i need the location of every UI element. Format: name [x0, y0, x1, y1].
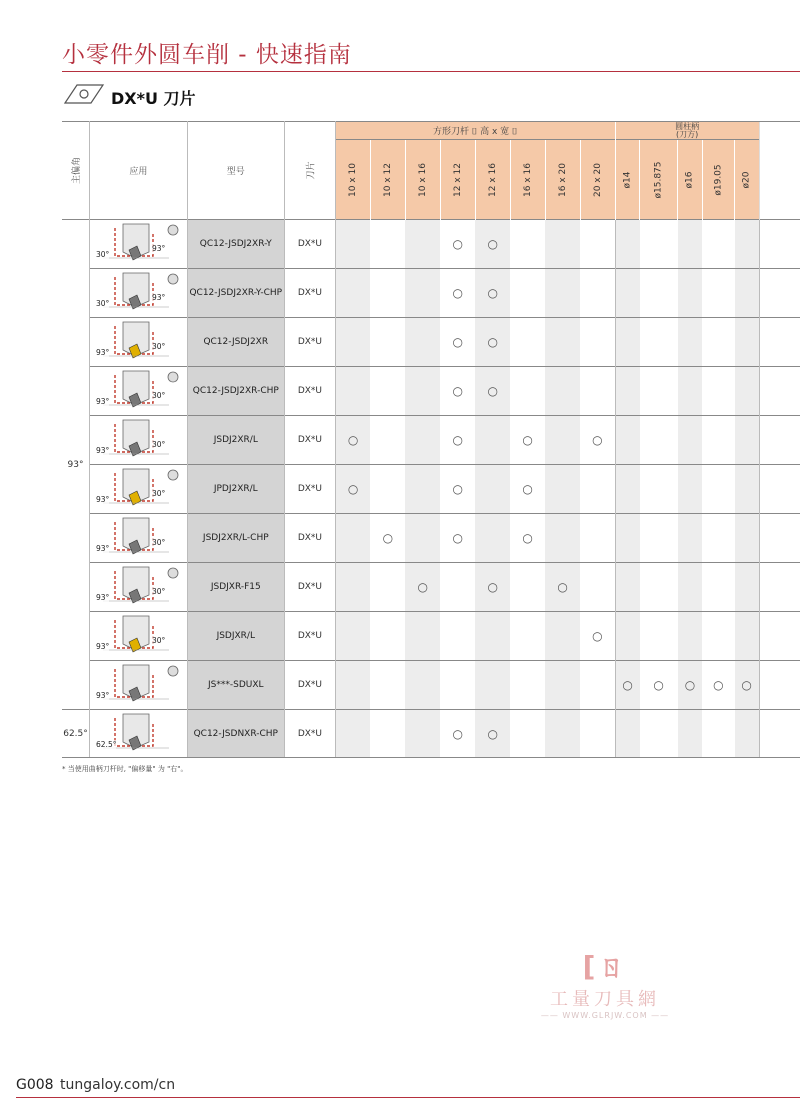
size-availability-cell — [370, 563, 405, 612]
size-availability-cell — [615, 269, 640, 318]
size-availability-cell — [615, 367, 640, 416]
size-availability-cell — [678, 661, 703, 710]
size-availability-cell — [475, 563, 510, 612]
size-availability-cell — [615, 710, 640, 759]
size-availability-cell — [615, 661, 640, 710]
availability-mark: ○ — [522, 482, 533, 496]
table-bottom-rule — [62, 757, 800, 758]
size-availability-cell — [640, 416, 678, 465]
header-size: 20 x 20 — [580, 140, 615, 220]
model-cell: QC12-JSDJ2XR-CHP — [187, 367, 284, 416]
size-availability-cell — [475, 318, 510, 367]
size-availability-cell — [678, 416, 703, 465]
insert-cell: DX*U — [284, 612, 335, 661]
header-blank — [759, 122, 800, 220]
table-row — [62, 318, 800, 367]
size-availability-cell — [735, 367, 760, 416]
size-availability-cell — [615, 563, 640, 612]
size-availability-cell — [475, 710, 510, 759]
model-cell: JSDJXR/L — [187, 612, 284, 661]
watermark — [530, 945, 680, 1020]
table-row — [62, 465, 800, 514]
size-availability-cell — [440, 367, 475, 416]
blank-cell — [759, 514, 800, 563]
main-angle-cell: 93° — [62, 220, 90, 710]
size-availability-cell — [405, 661, 440, 710]
availability-mark: ○ — [487, 335, 498, 349]
size-availability-cell — [580, 416, 615, 465]
size-availability-cell — [545, 465, 580, 514]
header-application: 应用 — [90, 122, 188, 220]
header-size: 10 x 12 — [370, 140, 405, 220]
size-availability-cell — [702, 269, 734, 318]
size-availability-cell — [580, 710, 615, 759]
application-diagram — [90, 418, 187, 462]
application-angle-label: 93° — [96, 397, 110, 406]
size-availability-cell — [510, 269, 545, 318]
size-availability-cell — [545, 367, 580, 416]
size-availability-cell — [615, 612, 640, 661]
blank-cell — [759, 367, 800, 416]
size-availability-cell — [580, 220, 615, 269]
size-availability-cell — [545, 661, 580, 710]
application-diagram — [90, 369, 187, 413]
blank-cell — [759, 710, 800, 759]
size-availability-cell — [440, 318, 475, 367]
size-availability-cell — [370, 465, 405, 514]
blank-cell — [759, 220, 800, 269]
size-availability-cell — [545, 416, 580, 465]
table-row — [62, 661, 800, 710]
spec-table — [62, 121, 800, 758]
size-availability-cell — [580, 465, 615, 514]
availability-mark: ○ — [452, 286, 463, 300]
availability-mark: ○ — [592, 629, 603, 643]
model-cell: QC12-JSDJ2XR-Y — [187, 220, 284, 269]
table-row — [62, 220, 800, 269]
size-availability-cell — [405, 465, 440, 514]
insert-cell: DX*U — [284, 269, 335, 318]
size-availability-cell — [580, 514, 615, 563]
availability-mark: ○ — [522, 531, 533, 545]
blank-cell — [759, 612, 800, 661]
application-cell — [90, 367, 188, 416]
title-rule — [62, 71, 800, 72]
application-angle-label: 30° — [152, 342, 166, 351]
size-availability-cell — [702, 367, 734, 416]
size-availability-cell — [335, 514, 370, 563]
table-row — [62, 563, 800, 612]
size-availability-cell — [335, 465, 370, 514]
application-angle-label: 93° — [96, 544, 110, 553]
size-availability-cell — [335, 563, 370, 612]
application-diagram — [90, 614, 187, 658]
availability-mark: ○ — [417, 580, 429, 594]
application-diagram — [90, 663, 187, 707]
size-availability-cell — [475, 416, 510, 465]
table-row — [62, 367, 800, 416]
section-label: DX*U 刀片 — [111, 89, 196, 108]
availability-mark: ○ — [452, 433, 463, 447]
application-angle-label: 30° — [152, 391, 166, 400]
size-availability-cell — [640, 367, 678, 416]
application-diagram — [90, 222, 187, 266]
blank-cell — [759, 661, 800, 710]
availability-mark: ○ — [452, 727, 463, 741]
size-availability-cell — [440, 465, 475, 514]
size-availability-cell — [475, 612, 510, 661]
availability-mark: ○ — [592, 433, 603, 447]
size-availability-cell — [735, 514, 760, 563]
header-square-shank: 方形刀杆 ⌷ 高 x 宽 ⌷ — [335, 122, 615, 140]
size-availability-cell — [510, 710, 545, 759]
size-availability-cell — [735, 563, 760, 612]
insert-cell: DX*U — [284, 220, 335, 269]
header-size: 10 x 16 — [405, 140, 440, 220]
size-availability-cell — [405, 220, 440, 269]
size-availability-cell — [615, 465, 640, 514]
size-availability-cell — [735, 710, 760, 759]
footnote: * 当使用曲柄刀杆时, "偏移量" 为 "右"。 — [62, 765, 188, 773]
model-cell: QC12-JSDJ2XR-Y-CHP — [187, 269, 284, 318]
size-availability-cell — [640, 514, 678, 563]
availability-mark: ○ — [452, 482, 463, 496]
size-availability-cell — [370, 612, 405, 661]
header-main-angle: 主偏角 — [62, 122, 90, 220]
size-availability-cell — [580, 563, 615, 612]
size-availability-cell — [370, 710, 405, 759]
blank-cell — [759, 269, 800, 318]
insert-cell: DX*U — [284, 710, 335, 759]
header-size: ø20 — [735, 140, 760, 220]
size-availability-cell — [475, 220, 510, 269]
size-availability-cell — [510, 612, 545, 661]
size-availability-cell — [580, 269, 615, 318]
availability-mark: ○ — [382, 531, 394, 545]
size-availability-cell — [702, 514, 734, 563]
size-availability-cell — [405, 710, 440, 759]
application-angle-label: 93° — [152, 293, 166, 302]
size-availability-cell — [405, 563, 440, 612]
application-angle-label: 93° — [96, 593, 110, 602]
availability-mark: ○ — [713, 678, 724, 692]
size-availability-cell — [370, 220, 405, 269]
size-availability-cell — [440, 661, 475, 710]
size-availability-cell — [615, 514, 640, 563]
size-availability-cell — [678, 563, 703, 612]
size-availability-cell — [678, 269, 703, 318]
size-availability-cell — [735, 416, 760, 465]
availability-mark: ○ — [522, 433, 533, 447]
header-size: ø15.875 — [640, 140, 678, 220]
size-availability-cell — [640, 465, 678, 514]
size-availability-cell — [545, 563, 580, 612]
size-availability-cell — [702, 220, 734, 269]
header-size: 12 x 16 — [475, 140, 510, 220]
watermark-url: —— WWW.GLRJW.COM —— — [540, 1011, 670, 1020]
application-cell — [90, 612, 188, 661]
size-availability-cell — [545, 612, 580, 661]
size-availability-cell — [545, 514, 580, 563]
main-angle-cell: 62.5° — [62, 710, 90, 759]
application-angle-label: 30° — [152, 587, 166, 596]
application-angle-label: 30° — [152, 636, 166, 645]
application-cell — [90, 710, 188, 759]
application-angle-label: 30° — [152, 489, 166, 498]
availability-mark: ○ — [487, 237, 498, 251]
availability-mark: ○ — [452, 531, 463, 545]
size-availability-cell — [440, 612, 475, 661]
size-availability-cell — [678, 612, 703, 661]
size-availability-cell — [640, 661, 678, 710]
availability-mark: ○ — [557, 580, 568, 594]
size-availability-cell — [545, 269, 580, 318]
application-diagram — [90, 320, 187, 364]
size-availability-cell — [405, 318, 440, 367]
table-row — [62, 416, 800, 465]
application-diagram — [90, 516, 187, 560]
availability-mark: ○ — [487, 286, 498, 300]
insert-cell: DX*U — [284, 416, 335, 465]
model-cell: QC12-JSDNXR-CHP — [187, 710, 284, 759]
application-diagram — [90, 712, 187, 756]
header-size: ø16 — [678, 140, 703, 220]
application-angle-label: 93° — [96, 691, 110, 700]
size-availability-cell — [510, 563, 545, 612]
size-availability-cell — [702, 612, 734, 661]
application-angle-label: 30° — [96, 250, 110, 259]
table-row — [62, 514, 800, 563]
size-availability-cell — [545, 318, 580, 367]
size-availability-cell — [640, 563, 678, 612]
size-availability-cell — [510, 367, 545, 416]
size-availability-cell — [678, 318, 703, 367]
application-angle-label: 93° — [96, 642, 110, 651]
size-availability-cell — [702, 465, 734, 514]
size-availability-cell — [405, 514, 440, 563]
table-row — [62, 612, 800, 661]
model-cell: JSDJ2XR/L — [187, 416, 284, 465]
size-availability-cell — [545, 710, 580, 759]
size-availability-cell — [335, 318, 370, 367]
size-availability-cell — [735, 465, 760, 514]
insert-cell: DX*U — [284, 563, 335, 612]
watermark-mark: [ㄖ — [582, 950, 628, 983]
application-diagram — [90, 271, 187, 315]
application-cell — [90, 318, 188, 367]
size-availability-cell — [640, 710, 678, 759]
header-size: 16 x 16 — [510, 140, 545, 220]
size-availability-cell — [510, 514, 545, 563]
model-cell: QC12-JSDJ2XR — [187, 318, 284, 367]
application-angle-label: 93° — [152, 244, 166, 253]
size-availability-cell — [370, 416, 405, 465]
header-size: 10 x 10 — [335, 140, 370, 220]
size-availability-cell — [702, 661, 734, 710]
table-row — [62, 710, 800, 759]
header-model: 型号 — [187, 122, 284, 220]
insert-cell: DX*U — [284, 367, 335, 416]
application-diagram — [90, 467, 187, 511]
size-availability-cell — [702, 318, 734, 367]
size-availability-cell — [678, 710, 703, 759]
size-availability-cell — [335, 367, 370, 416]
application-cell — [90, 661, 188, 710]
application-angle-label: 30° — [96, 299, 110, 308]
page-code: G008 — [16, 1077, 54, 1093]
availability-mark: ○ — [487, 580, 498, 594]
size-availability-cell — [615, 220, 640, 269]
size-availability-cell — [735, 612, 760, 661]
availability-mark: ○ — [487, 727, 498, 741]
size-availability-cell — [580, 318, 615, 367]
size-availability-cell — [440, 220, 475, 269]
size-availability-cell — [405, 416, 440, 465]
blank-cell — [759, 465, 800, 514]
size-availability-cell — [440, 416, 475, 465]
application-angle-label: 93° — [96, 495, 110, 504]
size-availability-cell — [335, 269, 370, 318]
insert-cell: DX*U — [284, 661, 335, 710]
page-title: 小零件外圆车削 - 快速指南 — [62, 42, 352, 68]
size-availability-cell — [678, 220, 703, 269]
application-angle-label: 62.5° — [96, 740, 117, 749]
size-availability-cell — [370, 661, 405, 710]
size-availability-cell — [580, 612, 615, 661]
table-row — [62, 269, 800, 318]
availability-mark: ○ — [452, 335, 463, 349]
size-availability-cell — [475, 465, 510, 514]
insert-cell: DX*U — [284, 465, 335, 514]
size-availability-cell — [678, 514, 703, 563]
header-size: ø19.05 — [702, 140, 734, 220]
application-angle-label: 93° — [96, 446, 110, 455]
table-body — [62, 220, 800, 759]
application-cell — [90, 269, 188, 318]
size-availability-cell — [510, 661, 545, 710]
size-availability-cell — [335, 612, 370, 661]
size-availability-cell — [510, 318, 545, 367]
size-availability-cell — [475, 661, 510, 710]
size-availability-cell — [702, 416, 734, 465]
availability-mark: ○ — [452, 384, 463, 398]
application-cell — [90, 465, 188, 514]
size-availability-cell — [510, 465, 545, 514]
size-availability-cell — [640, 612, 678, 661]
application-angle-label: 93° — [96, 348, 110, 357]
size-availability-cell — [370, 269, 405, 318]
size-availability-cell — [370, 367, 405, 416]
size-availability-cell — [475, 269, 510, 318]
size-availability-cell — [615, 318, 640, 367]
size-availability-cell — [702, 563, 734, 612]
model-cell: JSDJXR-F15 — [187, 563, 284, 612]
availability-mark: ○ — [347, 482, 359, 496]
application-cell — [90, 220, 188, 269]
availability-mark: ○ — [347, 433, 359, 447]
application-cell — [90, 416, 188, 465]
availability-mark: ○ — [452, 237, 463, 251]
size-availability-cell — [335, 220, 370, 269]
size-availability-cell — [735, 220, 760, 269]
size-availability-cell — [640, 318, 678, 367]
availability-mark: ○ — [741, 678, 752, 692]
size-availability-cell — [510, 220, 545, 269]
blank-cell — [759, 563, 800, 612]
size-availability-cell — [735, 318, 760, 367]
size-availability-cell — [335, 710, 370, 759]
size-availability-cell — [335, 416, 370, 465]
size-availability-cell — [580, 661, 615, 710]
watermark-text: 工量刀具網 — [550, 989, 660, 1010]
header-insert: 刀片 — [284, 122, 335, 220]
availability-mark: ○ — [684, 678, 696, 692]
size-availability-cell — [405, 269, 440, 318]
blank-cell — [759, 318, 800, 367]
size-availability-cell — [405, 367, 440, 416]
size-availability-cell — [370, 514, 405, 563]
size-availability-cell — [335, 661, 370, 710]
header-round-shank: 圆柱柄 (刀方) — [615, 122, 759, 140]
insert-cell: DX*U — [284, 514, 335, 563]
size-availability-cell — [510, 416, 545, 465]
diamond-insert-icon — [63, 83, 105, 105]
model-cell: JSDJ2XR/L-CHP — [187, 514, 284, 563]
size-availability-cell — [440, 269, 475, 318]
application-diagram — [90, 565, 187, 609]
size-availability-cell — [370, 318, 405, 367]
footer-url[interactable]: tungaloy.com/cn — [60, 1077, 176, 1093]
size-availability-cell — [440, 563, 475, 612]
size-availability-cell — [640, 269, 678, 318]
size-availability-cell — [475, 514, 510, 563]
application-angle-label: 30° — [152, 440, 166, 449]
availability-mark: ○ — [653, 678, 664, 692]
size-availability-cell — [440, 710, 475, 759]
model-cell: JPDJ2XR/L — [187, 465, 284, 514]
availability-mark: ○ — [622, 678, 633, 692]
application-angle-label: 30° — [152, 538, 166, 547]
size-availability-cell — [678, 367, 703, 416]
size-availability-cell — [702, 710, 734, 759]
header-size: 16 x 20 — [545, 140, 580, 220]
application-cell — [90, 563, 188, 612]
insert-cell: DX*U — [284, 318, 335, 367]
size-availability-cell — [580, 367, 615, 416]
blank-cell — [759, 416, 800, 465]
header-size: 12 x 12 — [440, 140, 475, 220]
size-availability-cell — [735, 661, 760, 710]
size-availability-cell — [678, 465, 703, 514]
size-availability-cell — [405, 612, 440, 661]
header-size: ø14 — [615, 140, 640, 220]
application-cell — [90, 514, 188, 563]
size-availability-cell — [735, 269, 760, 318]
size-availability-cell — [440, 514, 475, 563]
size-availability-cell — [475, 367, 510, 416]
size-availability-cell — [615, 416, 640, 465]
availability-mark: ○ — [487, 384, 498, 398]
model-cell: JS***-SDUXL — [187, 661, 284, 710]
size-availability-cell — [545, 220, 580, 269]
footer-rule — [16, 1097, 800, 1098]
size-availability-cell — [640, 220, 678, 269]
